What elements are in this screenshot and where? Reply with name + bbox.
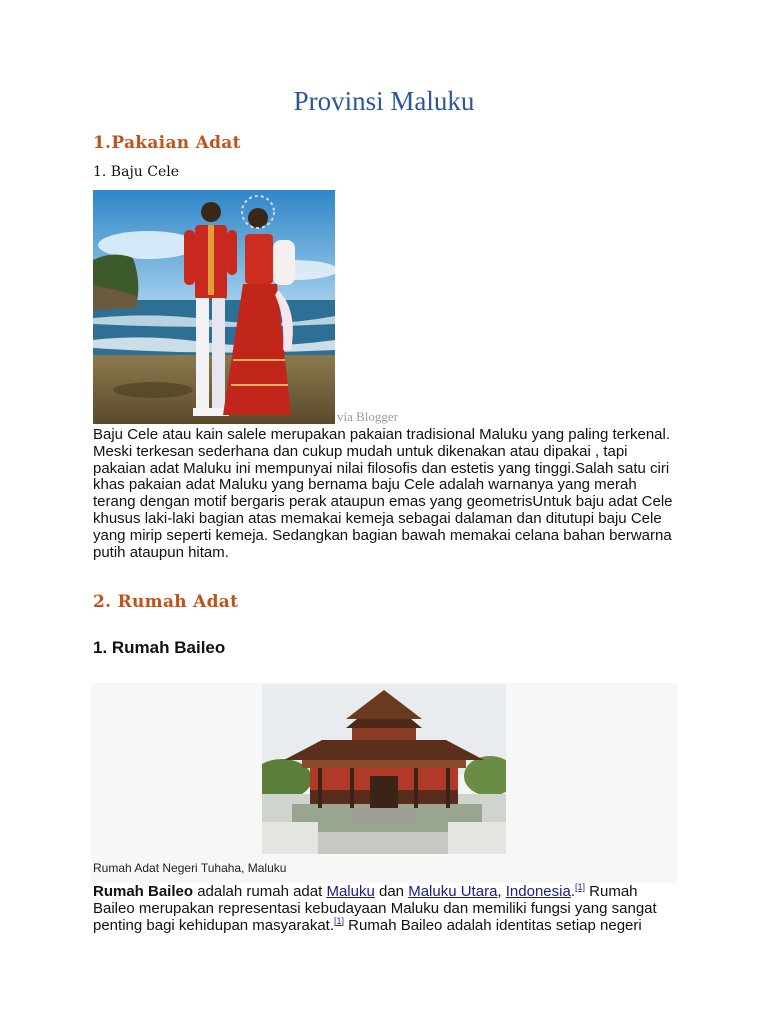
image-credit: via Blogger [337, 409, 399, 424]
text-run: , [497, 883, 506, 900]
subheading-rumah-baileo: 1. Rumah Baileo [93, 638, 226, 657]
text-run: dan [374, 883, 409, 900]
text-run: Rumah Baileo merupakan representasi kebudayaan Maluku dan memiliki fungsi yang sangat penting bagi kehidupan masyarakat. [93, 883, 657, 934]
section-heading-pakaian-adat: 1.Pakaian Adat [93, 133, 241, 153]
paragraph-rumah-baileo [93, 884, 678, 934]
text-run: adalah rumah adat [193, 883, 327, 900]
link-maluku-utara[interactable]: Maluku Utara [408, 883, 498, 900]
text-run: Rumah Baileo adalah identitas setiap negeri [344, 916, 642, 934]
bold-term: Rumah Baileo [93, 883, 194, 900]
reference-link-2[interactable]: [1] [334, 915, 345, 926]
section-heading-rumah-adat: 2. Rumah Adat [93, 592, 239, 612]
rumah-baileo-photo [262, 684, 506, 854]
paragraph-baju-cele: Baju Cele atau kain salele merupakan pakaian tradisional Maluku yang paling terkenal. Meski terkesan sederhana dan cukup mudah untuk dikenakan atau dipakai , tapi pakaian adat Maluku ini mempunyai nilai filosofis dan estetis yang tinggi.Salah satu ciri khas pakaian adat Maluku yang bernama baju Cele adalah warnanya yang merah terang dengan motif bergaris perak ataupun emas yang geometrisUntuk baju adat Cele khusus laki-laki bagian atas memakai kemeja sebagai dalaman dan ditutupi baju Cele yang mirip seperti kemeja. Sedangkan bagian bawah memakai celana bahan berwarna putih ataupun hitam. [93, 426, 673, 561]
subheading-baju-cele: 1. Baju Cele [93, 164, 180, 180]
link-maluku[interactable]: Maluku [326, 883, 375, 900]
link-indonesia[interactable]: Indonesia [505, 883, 571, 900]
figure-caption: Rumah Adat Negeri Tuhaha, Maluku [93, 861, 287, 875]
reference-link-1[interactable]: [1] [574, 882, 585, 892]
page-title: Provinsi Maluku [293, 86, 475, 116]
text-run: . [570, 883, 575, 900]
baju-cele-photo [93, 190, 335, 424]
